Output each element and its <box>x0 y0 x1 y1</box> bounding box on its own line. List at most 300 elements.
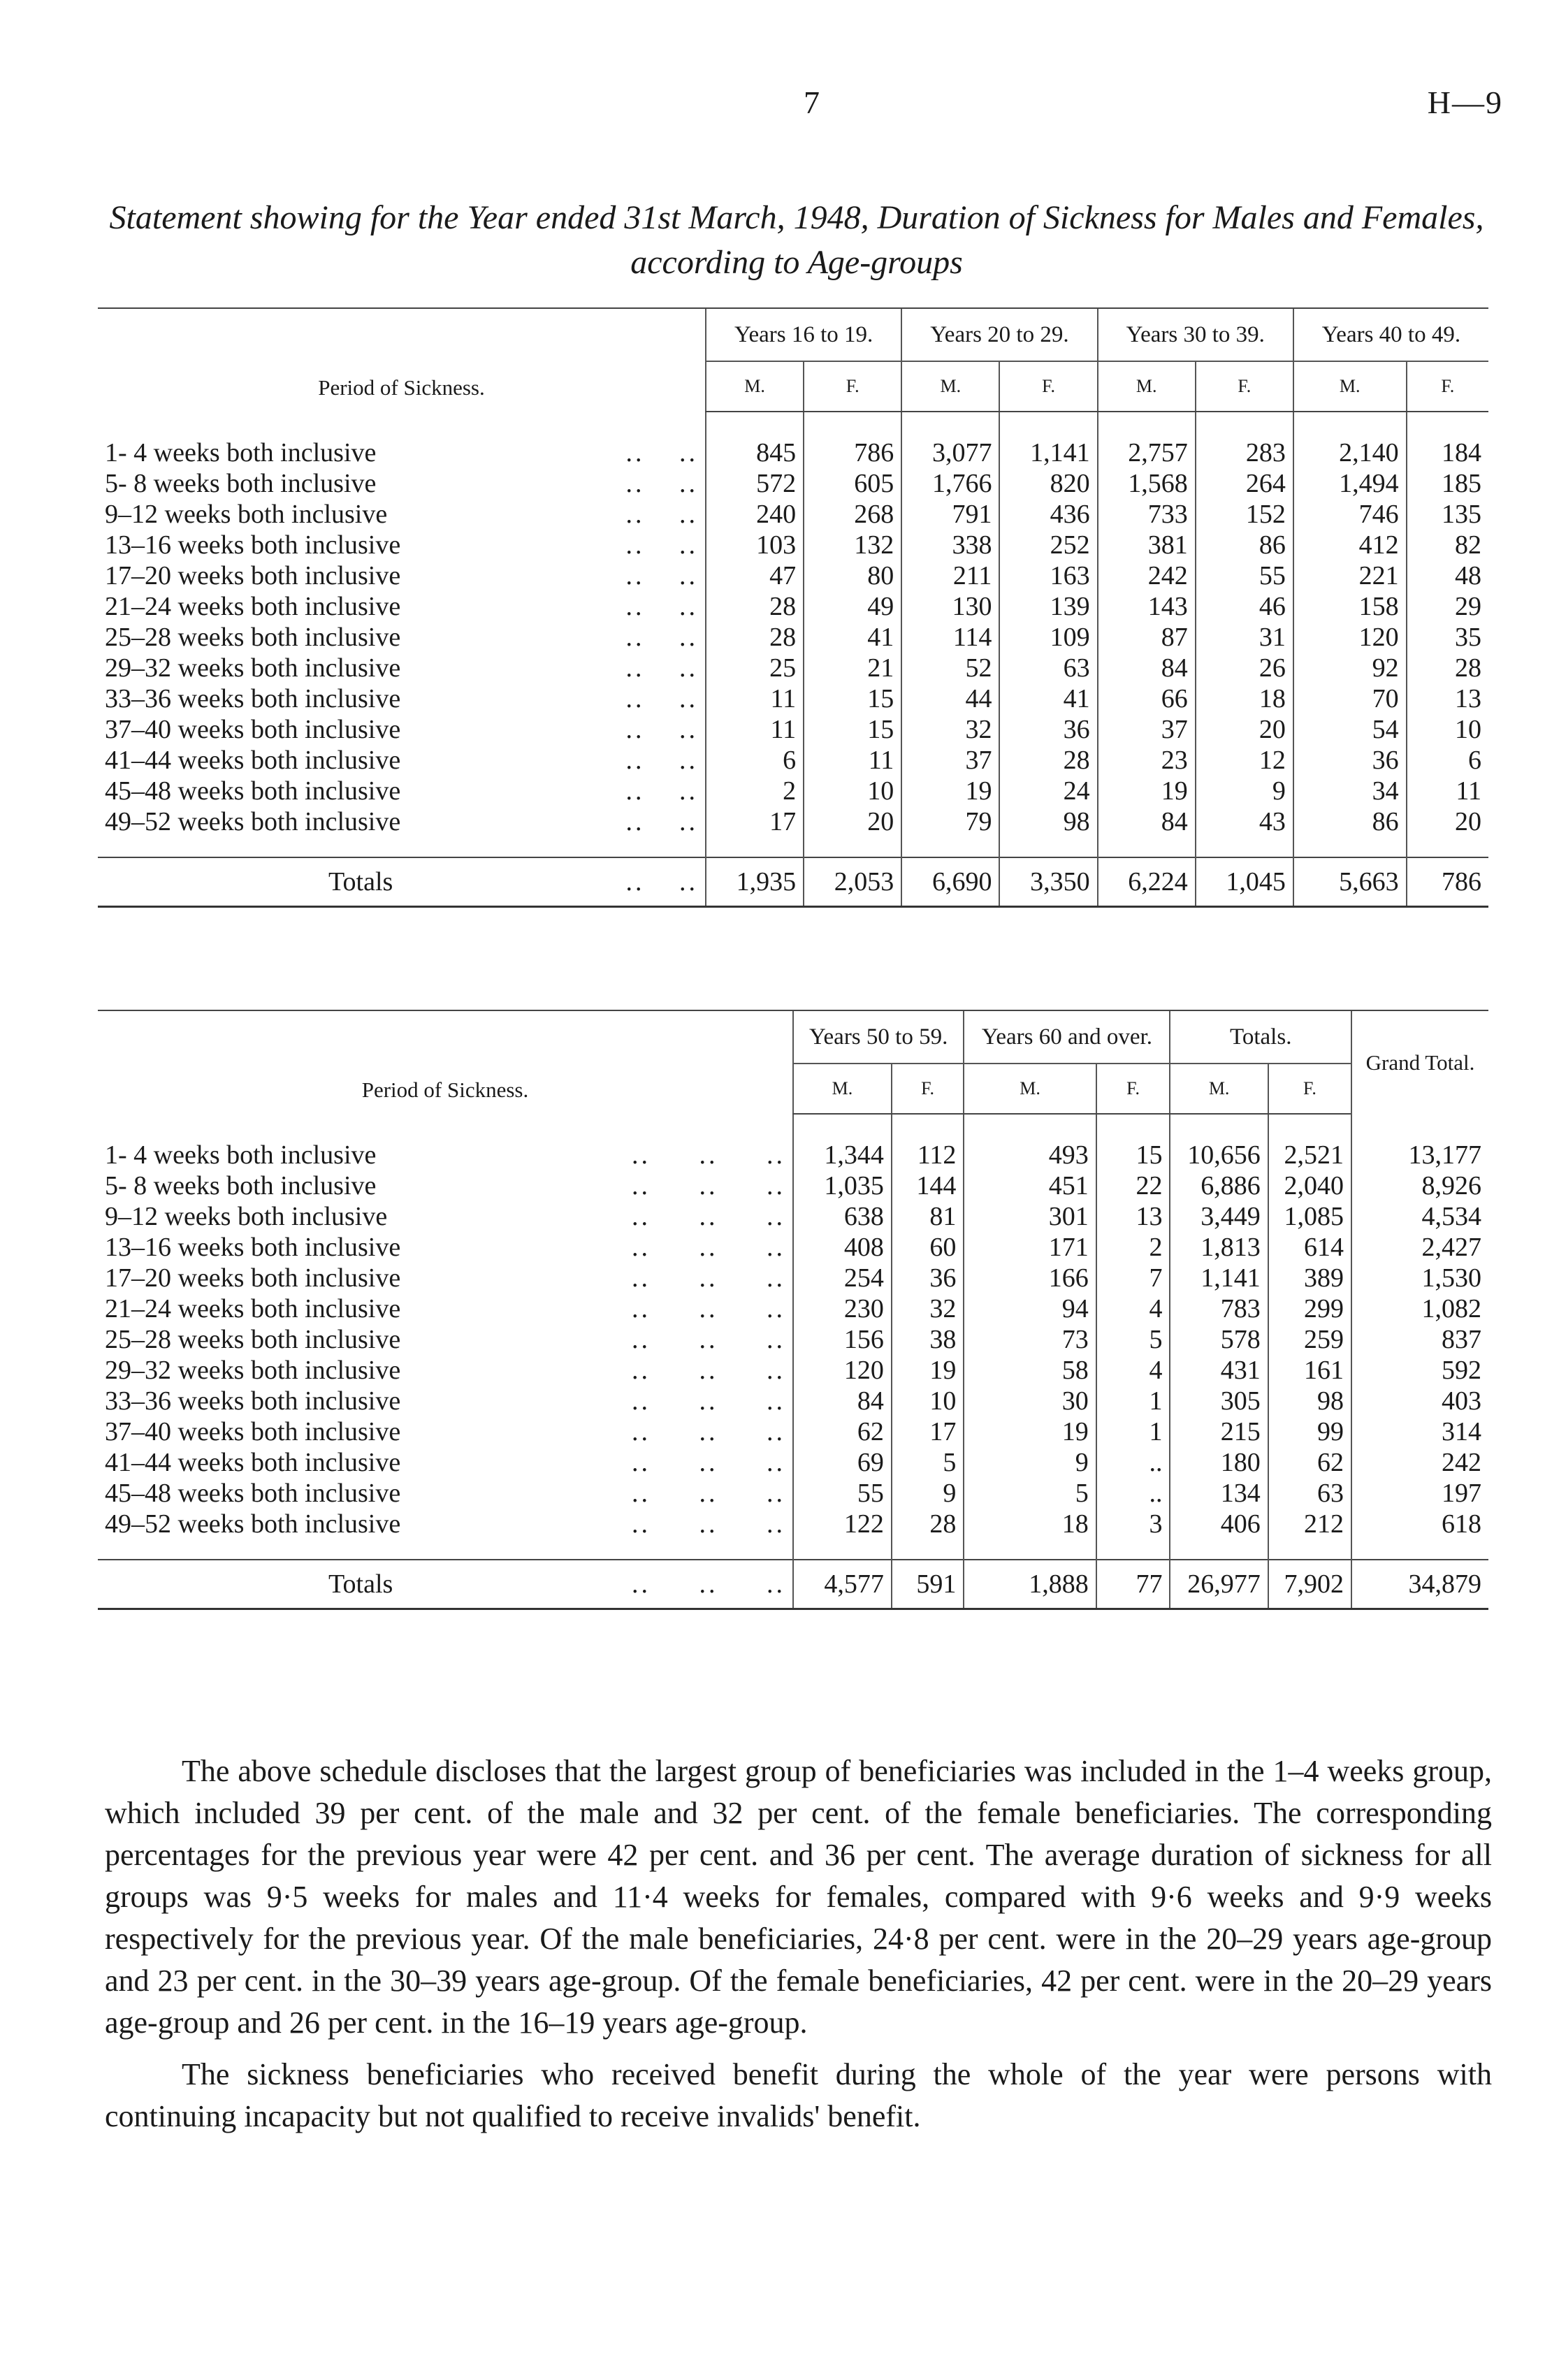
totals-cell: 1,935 <box>706 857 804 907</box>
row-label <box>98 468 706 499</box>
data-cell: 36 <box>1293 745 1407 776</box>
data-cell: 58 <box>964 1355 1096 1386</box>
data-cell: 242 <box>1098 560 1196 591</box>
leader-dots: .. .. .. <box>632 1171 785 1200</box>
totals-cell: 4,577 <box>793 1560 892 1609</box>
leader-dots: .. .. .. <box>632 1386 785 1416</box>
table-row <box>98 622 1488 653</box>
data-cell: 605 <box>804 468 901 499</box>
table-row <box>98 1201 1488 1232</box>
data-cell: 6 <box>1407 745 1488 776</box>
period-label: 21–24 weeks both inclusive <box>105 592 401 621</box>
data-cell: 120 <box>793 1355 892 1386</box>
sex-header: F. <box>892 1064 964 1114</box>
period-label: 49–52 weeks both inclusive <box>105 807 401 836</box>
data-cell: 791 <box>901 499 999 530</box>
data-cell: 2,140 <box>1293 412 1407 468</box>
age-group-header: Years 40 to 49. <box>1293 308 1488 361</box>
row-label <box>98 653 706 683</box>
leader-dots: .. .. <box>625 530 698 560</box>
totals-cell: 6,224 <box>1098 857 1196 907</box>
row-label <box>98 499 706 530</box>
row-label <box>98 1114 793 1170</box>
data-cell: 618 <box>1351 1509 1488 1560</box>
row-label <box>98 683 706 714</box>
table-row <box>98 1447 1488 1478</box>
data-cell: 2 <box>1096 1232 1170 1263</box>
data-cell: 32 <box>892 1293 964 1324</box>
row-label <box>98 1324 793 1355</box>
data-cell: 9 <box>1196 776 1293 806</box>
leader-dots: .. .. .. <box>632 1356 785 1385</box>
data-cell: 381 <box>1098 530 1196 560</box>
period-label: 49–52 weeks both inclusive <box>105 1509 401 1539</box>
data-cell: 156 <box>793 1324 892 1355</box>
totals-cell: 34,879 <box>1351 1560 1488 1609</box>
data-cell: 120 <box>1293 622 1407 653</box>
paragraph: The above schedule discloses that the largest group of beneficiaries was included in the 1–4 weeks group, which included 39 per cent. of the male and 32 per cent. of the female beneficiaries. The corresponding percentages for the previous year were 42 per cent. and 36 per cent. The average duration of sickness for all groups was 9·5 weeks for males and 11·4 weeks for females, compared with 9·6 weeks and 9·9 weeks respectively for the previous year. Of the male beneficiaries, 24·8 per cent. were in the 20–29 years age-group and 23 per cent. in the 30–39 years age-group. Of the female beneficiaries, 42 per cent. were in the 20–29 years age-group and 26 per cent. in the 16–19 years age-group. <box>105 1754 1492 2040</box>
data-cell: 733 <box>1098 499 1196 530</box>
sex-header: F. <box>999 361 1097 412</box>
data-cell: 41 <box>999 683 1097 714</box>
row-label <box>98 560 706 591</box>
data-cell: 38 <box>892 1324 964 1355</box>
data-cell: 1,494 <box>1293 468 1407 499</box>
period-header: Period of Sickness. <box>98 308 706 412</box>
data-cell: 134 <box>1170 1478 1268 1509</box>
data-cell: 81 <box>892 1201 964 1232</box>
totals-label <box>98 857 706 907</box>
table-row <box>98 1416 1488 1447</box>
period-label: 13–16 weeks both inclusive <box>105 1233 401 1262</box>
table-row <box>98 591 1488 622</box>
data-cell: 338 <box>901 530 999 560</box>
data-cell: 9 <box>964 1447 1096 1478</box>
data-cell: 84 <box>1098 653 1196 683</box>
data-cell: 10 <box>1407 714 1488 745</box>
table-age-50-over-totals <box>98 1010 1488 1614</box>
period-label: 9–12 weeks both inclusive <box>105 500 388 529</box>
table-row <box>98 653 1488 683</box>
data-cell: 63 <box>1268 1478 1351 1509</box>
data-cell: 109 <box>999 622 1097 653</box>
row-label <box>98 806 706 857</box>
data-cell: 2 <box>706 776 804 806</box>
data-cell: 299 <box>1268 1293 1351 1324</box>
data-cell: 254 <box>793 1263 892 1293</box>
data-cell: 73 <box>964 1324 1096 1355</box>
data-cell: 86 <box>1293 806 1407 857</box>
period-label: 5- 8 weeks both inclusive <box>105 1171 377 1200</box>
data-cell: 70 <box>1293 683 1407 714</box>
period-label: 25–28 weeks both inclusive <box>105 1325 401 1354</box>
data-cell: 185 <box>1407 468 1488 499</box>
leader-dots: .. .. .. <box>632 1509 785 1539</box>
data-cell: 242 <box>1351 1447 1488 1478</box>
data-cell: 15 <box>1096 1114 1170 1170</box>
data-cell: 21 <box>804 653 901 683</box>
period-label: 41–44 weeks both inclusive <box>105 746 401 775</box>
row-label <box>98 745 706 776</box>
page-number: 7 <box>804 85 820 120</box>
data-cell: 212 <box>1268 1509 1351 1560</box>
totals-text: Totals <box>328 867 393 897</box>
totals-cell: 7,902 <box>1268 1560 1351 1609</box>
period-label: 25–28 weeks both inclusive <box>105 623 401 652</box>
data-cell: 2,040 <box>1268 1170 1351 1201</box>
leader-dots: .. .. .. <box>632 1448 785 1477</box>
period-label: 1- 4 weeks both inclusive <box>105 437 377 467</box>
table-row <box>98 1170 1488 1201</box>
data-cell: 451 <box>964 1170 1096 1201</box>
data-cell: 10 <box>892 1386 964 1416</box>
data-cell: 2,757 <box>1098 412 1196 468</box>
data-cell: 54 <box>1293 714 1407 745</box>
data-cell: 12 <box>1196 745 1293 776</box>
table-row <box>98 1355 1488 1386</box>
table-row <box>98 1509 1488 1560</box>
data-cell: 268 <box>804 499 901 530</box>
table-end-rule <box>98 1609 1488 1615</box>
data-cell: .. <box>1096 1478 1170 1509</box>
data-cell: 638 <box>793 1201 892 1232</box>
data-cell: 614 <box>1268 1232 1351 1263</box>
data-cell: 4,534 <box>1351 1201 1488 1232</box>
row-label <box>98 776 706 806</box>
period-label: 5- 8 weeks both inclusive <box>105 469 377 498</box>
data-cell: 23 <box>1098 745 1196 776</box>
totals-cell: 591 <box>892 1560 964 1609</box>
data-cell: 30 <box>964 1386 1096 1416</box>
data-cell: 98 <box>999 806 1097 857</box>
leader-dots: .. .. .. <box>632 1140 785 1170</box>
leader-dots: .. .. <box>625 867 698 897</box>
row-label <box>98 622 706 653</box>
data-cell: 1,035 <box>793 1170 892 1201</box>
data-cell: 283 <box>1196 412 1293 468</box>
data-cell: 43 <box>1196 806 1293 857</box>
page-header <box>0 84 1545 147</box>
data-cell: 92 <box>1293 653 1407 683</box>
age-group-header: Years 16 to 19. <box>706 308 901 361</box>
data-cell: 1,141 <box>1170 1263 1268 1293</box>
age-group-header: Years 30 to 39. <box>1098 308 1293 361</box>
data-cell: 4 <box>1096 1293 1170 1324</box>
data-cell: 572 <box>706 468 804 499</box>
table-row <box>98 499 1488 530</box>
totals-cell: 786 <box>1407 857 1488 907</box>
sex-header: M. <box>1170 1064 1268 1114</box>
sex-header: F. <box>1096 1064 1170 1114</box>
table-row <box>98 745 1488 776</box>
leader-dots: .. .. .. <box>632 1294 785 1323</box>
data-cell: 13 <box>1407 683 1488 714</box>
leader-dots: .. .. <box>625 623 698 652</box>
data-cell: 1,141 <box>999 412 1097 468</box>
data-cell: 3 <box>1096 1509 1170 1560</box>
data-cell: 49 <box>804 591 901 622</box>
table-row <box>98 1324 1488 1355</box>
age-group-header: Years 20 to 29. <box>901 308 1097 361</box>
leader-dots: .. .. .. <box>632 1479 785 1508</box>
sex-header: M. <box>793 1064 892 1114</box>
data-cell: 221 <box>1293 560 1407 591</box>
data-cell: 837 <box>1351 1324 1488 1355</box>
paragraph: The sickness beneficiaries who received benefit during the whole of the year were persons with continuing incapacity but not qualified to receive invalids' benefit. <box>105 2057 1492 2133</box>
data-cell: 11 <box>1407 776 1488 806</box>
data-cell: 1,082 <box>1351 1293 1488 1324</box>
leader-dots: .. .. <box>625 437 698 467</box>
row-label <box>98 1478 793 1509</box>
data-cell: 252 <box>999 530 1097 560</box>
data-cell: 62 <box>1268 1447 1351 1478</box>
period-label: 37–40 weeks both inclusive <box>105 1417 401 1446</box>
data-cell: 10,656 <box>1170 1114 1268 1170</box>
period-label: 29–32 weeks both inclusive <box>105 653 401 683</box>
data-cell: 406 <box>1170 1509 1268 1560</box>
data-cell: 184 <box>1407 412 1488 468</box>
leader-dots: .. .. .. <box>632 1325 785 1354</box>
data-cell: 5 <box>892 1447 964 1478</box>
table-row <box>98 530 1488 560</box>
row-label <box>98 1263 793 1293</box>
totals-cell: 26,977 <box>1170 1560 1268 1609</box>
data-cell: 11 <box>804 745 901 776</box>
totals-cell: 1,045 <box>1196 857 1293 907</box>
data-cell: 259 <box>1268 1324 1351 1355</box>
leader-dots: .. .. <box>625 592 698 621</box>
sex-header: M. <box>964 1064 1096 1114</box>
row-label <box>98 1170 793 1201</box>
data-cell: 46 <box>1196 591 1293 622</box>
data-cell: 783 <box>1170 1293 1268 1324</box>
data-cell: 1,813 <box>1170 1232 1268 1263</box>
data-cell: 152 <box>1196 499 1293 530</box>
totals-row <box>98 1560 1488 1609</box>
table-row <box>98 1478 1488 1509</box>
period-label: 33–36 weeks both inclusive <box>105 684 401 713</box>
data-cell: 3,449 <box>1170 1201 1268 1232</box>
row-label <box>98 1232 793 1263</box>
data-cell: 32 <box>901 714 999 745</box>
leader-dots: .. .. <box>625 746 698 775</box>
data-cell: 132 <box>804 530 901 560</box>
rule <box>98 1609 1488 1615</box>
leader-dots: .. .. .. <box>632 1569 785 1599</box>
leader-dots: .. .. .. <box>632 1263 785 1293</box>
row-label <box>98 1201 793 1232</box>
period-label: 17–20 weeks both inclusive <box>105 1263 401 1293</box>
data-cell: 2,521 <box>1268 1114 1351 1170</box>
totals-cell: 3,350 <box>999 857 1097 907</box>
data-cell: 37 <box>1098 714 1196 745</box>
data-cell: 5 <box>964 1478 1096 1509</box>
data-cell: 5 <box>1096 1324 1170 1355</box>
data-cell: 55 <box>793 1478 892 1509</box>
data-cell: 87 <box>1098 622 1196 653</box>
totals-cell: 5,663 <box>1293 857 1407 907</box>
data-cell: 10 <box>804 776 901 806</box>
period-label: 45–48 weeks both inclusive <box>105 1479 401 1508</box>
data-cell: 26 <box>1196 653 1293 683</box>
sex-header: M. <box>706 361 804 412</box>
data-cell: 215 <box>1170 1416 1268 1447</box>
data-cell: 11 <box>706 714 804 745</box>
leader-dots: .. .. <box>625 776 698 806</box>
data-cell: 211 <box>901 560 999 591</box>
data-cell: 403 <box>1351 1386 1488 1416</box>
data-cell: 36 <box>892 1263 964 1293</box>
sex-header: F. <box>1268 1064 1351 1114</box>
grand-total-header: Grand Total. <box>1351 1010 1488 1114</box>
data-cell: 99 <box>1268 1416 1351 1447</box>
data-cell: 786 <box>804 412 901 468</box>
data-cell: 82 <box>1407 530 1488 560</box>
data-cell: 11 <box>706 683 804 714</box>
data-cell: 17 <box>892 1416 964 1447</box>
data-cell: 66 <box>1098 683 1196 714</box>
data-cell: 84 <box>1098 806 1196 857</box>
data-cell: 25 <box>706 653 804 683</box>
data-cell: 80 <box>804 560 901 591</box>
row-label <box>98 1509 793 1560</box>
leader-dots: .. .. <box>625 561 698 590</box>
data-cell: 28 <box>706 622 804 653</box>
leader-dots: .. .. .. <box>632 1417 785 1446</box>
data-cell: 1,568 <box>1098 468 1196 499</box>
data-cell: 13 <box>1096 1201 1170 1232</box>
sex-header: F. <box>1407 361 1488 412</box>
data-cell: 1,344 <box>793 1114 892 1170</box>
data-cell: 37 <box>901 745 999 776</box>
table-row <box>98 683 1488 714</box>
data-cell: 389 <box>1268 1263 1351 1293</box>
data-cell: 592 <box>1351 1355 1488 1386</box>
data-cell: 305 <box>1170 1386 1268 1416</box>
data-cell: 139 <box>999 591 1097 622</box>
table-row <box>98 412 1488 468</box>
period-label: 1- 4 weeks both inclusive <box>105 1140 377 1170</box>
data-cell: 19 <box>901 776 999 806</box>
table-row <box>98 560 1488 591</box>
period-label: 13–16 weeks both inclusive <box>105 530 401 560</box>
sex-header: M. <box>1098 361 1196 412</box>
totals-cell: 6,690 <box>901 857 999 907</box>
data-cell: 62 <box>793 1416 892 1447</box>
data-cell: 412 <box>1293 530 1407 560</box>
data-cell: 28 <box>999 745 1097 776</box>
data-cell: 18 <box>1196 683 1293 714</box>
period-label: 37–40 weeks both inclusive <box>105 715 401 744</box>
period-label: 9–12 weeks both inclusive <box>105 1202 388 1231</box>
row-label <box>98 1416 793 1447</box>
data-cell: 19 <box>892 1355 964 1386</box>
data-cell: 29 <box>1407 591 1488 622</box>
data-cell: 69 <box>793 1447 892 1478</box>
sex-header: M. <box>1293 361 1407 412</box>
row-label <box>98 714 706 745</box>
leader-dots: .. .. .. <box>632 1233 785 1262</box>
data-cell: 86 <box>1196 530 1293 560</box>
table-row <box>98 714 1488 745</box>
data-cell: 19 <box>964 1416 1096 1447</box>
data-cell: 18 <box>964 1509 1096 1560</box>
table-row <box>98 1114 1488 1170</box>
commentary <box>105 1750 1492 2147</box>
data-cell: 4 <box>1096 1355 1170 1386</box>
data-cell: 180 <box>1170 1447 1268 1478</box>
totals-row <box>98 857 1488 907</box>
data-cell: 6 <box>706 745 804 776</box>
data-cell: 163 <box>999 560 1097 591</box>
leader-dots: .. .. <box>625 715 698 744</box>
table-row <box>98 806 1488 857</box>
table-row <box>98 1232 1488 1263</box>
data-cell: 79 <box>901 806 999 857</box>
data-cell: 28 <box>892 1509 964 1560</box>
data-cell: 19 <box>1098 776 1196 806</box>
row-label <box>98 1355 793 1386</box>
period-label: 29–32 weeks both inclusive <box>105 1356 401 1385</box>
period-label: 17–20 weeks both inclusive <box>105 561 401 590</box>
row-label <box>98 412 706 468</box>
data-cell: 41 <box>804 622 901 653</box>
data-cell: 166 <box>964 1263 1096 1293</box>
period-label: 45–48 weeks both inclusive <box>105 776 401 806</box>
data-cell: 230 <box>793 1293 892 1324</box>
data-cell: 6,886 <box>1170 1170 1268 1201</box>
sex-header: M. <box>901 361 999 412</box>
data-cell: 47 <box>706 560 804 591</box>
data-cell: 1,085 <box>1268 1201 1351 1232</box>
totals-header: Totals. <box>1170 1010 1351 1064</box>
leader-dots: .. .. <box>625 469 698 498</box>
data-cell: 436 <box>999 499 1097 530</box>
statement-title: Statement showing for the Year ended 31st March, 1948, Duration of Sickness for Males and Females, according to Age-groups <box>109 199 1484 281</box>
table-row <box>98 1263 1488 1293</box>
leader-dots: .. .. <box>625 807 698 836</box>
data-cell: 36 <box>999 714 1097 745</box>
data-cell: 34 <box>1293 776 1407 806</box>
leader-dots: .. .. <box>625 500 698 529</box>
data-cell: 114 <box>901 622 999 653</box>
data-cell: 98 <box>1268 1386 1351 1416</box>
data-cell: 63 <box>999 653 1097 683</box>
totals-cell: 77 <box>1096 1560 1170 1609</box>
data-cell: 112 <box>892 1114 964 1170</box>
data-cell: 746 <box>1293 499 1407 530</box>
data-cell: 144 <box>892 1170 964 1201</box>
data-cell: 13,177 <box>1351 1114 1488 1170</box>
table-row <box>98 1386 1488 1416</box>
data-cell: 161 <box>1268 1355 1351 1386</box>
page-code: H—9 <box>1427 85 1503 120</box>
age-group-header: Years 50 to 59. <box>793 1010 964 1064</box>
data-cell: 135 <box>1407 499 1488 530</box>
rule <box>98 907 1488 913</box>
data-cell: 94 <box>964 1293 1096 1324</box>
table-age-16-49 <box>98 307 1488 912</box>
data-cell: 130 <box>901 591 999 622</box>
data-cell: 24 <box>999 776 1097 806</box>
data-cell: 431 <box>1170 1355 1268 1386</box>
data-cell: 22 <box>1096 1170 1170 1201</box>
data-cell: 1,766 <box>901 468 999 499</box>
data-cell: 493 <box>964 1114 1096 1170</box>
sex-header: F. <box>804 361 901 412</box>
data-cell: 55 <box>1196 560 1293 591</box>
data-cell: 264 <box>1196 468 1293 499</box>
